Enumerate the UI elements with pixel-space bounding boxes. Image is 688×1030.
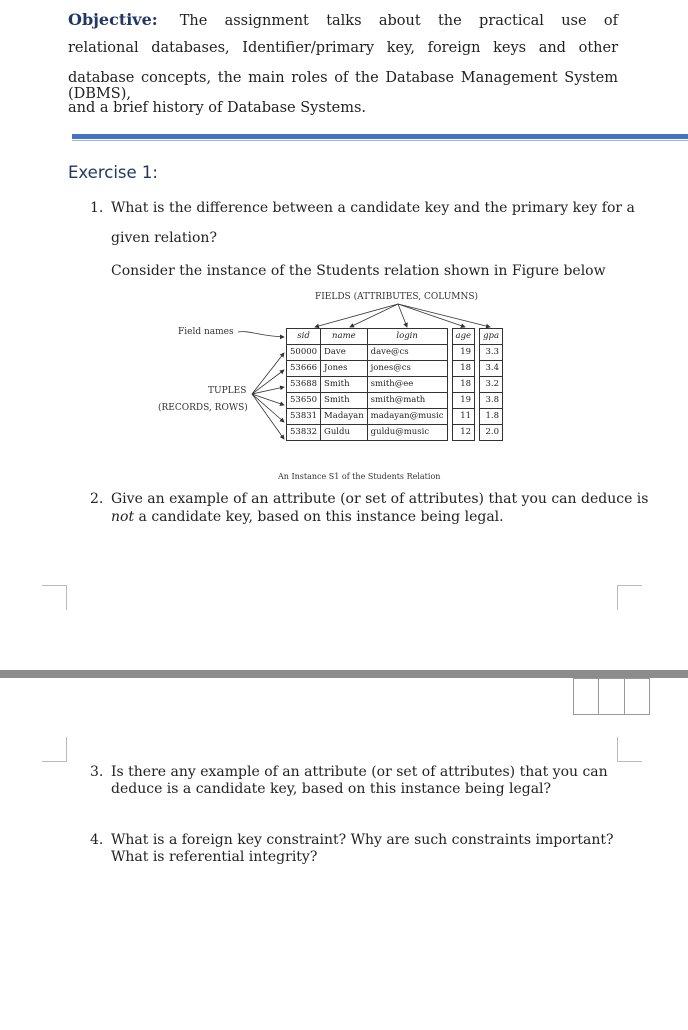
section-divider-shadow [72,140,688,141]
col-header-login: login [367,329,447,345]
cell-age: 18 [452,361,475,377]
cell-login: smith@math [367,393,447,409]
cell-name: Madayan [321,409,368,425]
col-header-age: age [452,329,475,345]
students-table [286,328,503,441]
field-names-label: Field names [178,327,234,337]
page-break [0,670,688,678]
col-header-sid: sid [287,329,321,345]
cell-login: jones@cs [367,361,447,377]
cell-sid: 53688 [287,377,321,393]
margin-corner-mark [617,737,642,762]
q2-emphasis: not [111,509,135,525]
q4-number: 4. [90,832,104,848]
cell-sid: 53666 [287,361,321,377]
q2-line-1: Give an example of an attribute (or set of attributes) that you can deduce is [111,491,649,507]
cell-name: Guldu [321,425,368,441]
cell-name: Dave [321,345,368,361]
table-row [287,409,503,425]
table-row [287,425,503,441]
table-row [287,361,503,377]
cell-login: guldu@music [367,425,447,441]
page-boxes [573,678,650,715]
students-figure [150,290,570,480]
q3-number: 3. [90,764,104,780]
cell-name: Smith [321,377,368,393]
cell-name: Jones [321,361,368,377]
q1-number: 1. [90,200,104,216]
q1-line-2: given relation? [111,230,217,246]
cell-gpa: 2.0 [480,425,503,441]
objective-line-4: and a brief history of Database Systems. [68,100,367,116]
cell-login: madayan@music [367,409,447,425]
cell-sid: 53831 [287,409,321,425]
cell-age: 11 [452,409,475,425]
cell-login: smith@ee [367,377,447,393]
cell-gpa: 3.3 [480,345,503,361]
q1-line-1: What is the difference between a candidate key and the primary key for a [111,200,635,216]
students-header-row [287,329,503,345]
cell-age: 19 [452,393,475,409]
table-row [287,393,503,409]
cell-sid: 50000 [287,345,321,361]
objective-line-1-text: The assignment talks about the practical use of [179,13,618,29]
cell-age: 19 [452,345,475,361]
table-row [287,345,503,361]
section-divider [72,134,688,139]
tuples-label: TUPLES [208,386,247,396]
margin-corner-mark [42,585,67,610]
col-header-gpa: gpa [480,329,503,345]
cell-gpa: 3.4 [480,361,503,377]
cell-gpa: 1.8 [480,409,503,425]
objective-line-2: relational databases, Identifier/primary key, foreign keys and other [68,40,618,56]
fields-label: FIELDS (ATTRIBUTES, COLUMNS) [315,292,479,302]
margin-corner-mark [617,585,642,610]
cell-login: dave@cs [367,345,447,361]
q2-line-2 [111,509,504,526]
objective-line-3: database concepts, the main roles of the Database Management System (DBMS), [68,70,618,102]
cell-sid: 53650 [287,393,321,409]
figure-caption: An Instance S1 of the Students Relation [278,472,441,481]
q4-line-1: What is a foreign key constraint? Why are such constraints important? [111,832,614,848]
cell-gpa: 3.2 [480,377,503,393]
objective-label: Objective: [68,10,158,29]
q1-line-3: Consider the instance of the Students relation shown in Figure below [111,263,606,279]
q3-line-2: deduce is a candidate key, based on this instance being legal? [111,781,552,797]
cell-gpa: 3.8 [480,393,503,409]
cell-sid: 53832 [287,425,321,441]
cell-age: 12 [452,425,475,441]
objective-line-1 [68,10,618,29]
col-header-name: name [321,329,368,345]
margin-corner-mark [42,737,67,762]
q2-line-2-text: a candidate key, based on this instance being legal. [134,509,504,525]
cell-name: Smith [321,393,368,409]
q2-number: 2. [90,491,104,507]
exercise-title: Exercise 1: [68,163,158,182]
cell-age: 18 [452,377,475,393]
table-row [287,377,503,393]
q3-line-1: Is there any example of an attribute (or set of attributes) that you can [111,764,608,780]
records-label: (RECORDS, ROWS) [158,403,248,413]
q4-line-2: What is referential integrity? [111,849,318,865]
